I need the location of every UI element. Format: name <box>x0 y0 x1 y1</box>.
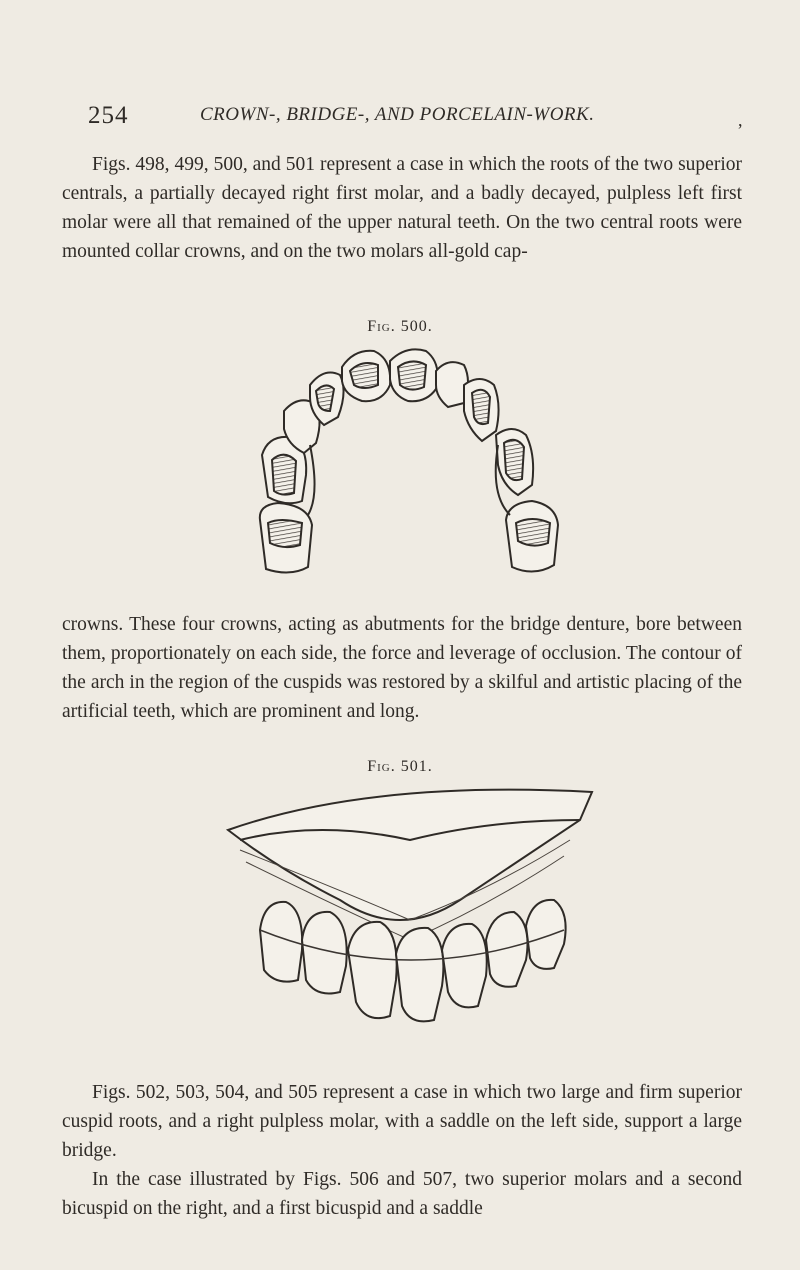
paragraph-abutments: crowns. These four crowns, acting as abutments for the bridge denture, bore between them, proportionately on each side, the force and leverage of occlusion. The contour of the arch in the region of the cuspids was restored by a skilful and artistic placing of the artificial teeth, which are prominent and long. <box>62 614 742 722</box>
page-number: 254 <box>88 102 129 129</box>
paragraph-figs-502-505: Figs. 502, 503, 504, and 505 represent a case in which two large and firm superior cuspid roots, and a right pulpless molar, with a saddle on the left side, support a large bridge. <box>62 1082 742 1161</box>
running-title: CROWN-, BRIDGE-, AND PORCELAIN-WORK. <box>200 104 595 125</box>
figure-501-bridge-illustration <box>220 780 600 1030</box>
margin-mark: , <box>738 110 743 130</box>
running-head <box>88 100 728 134</box>
paragraph-figs-498-501: Figs. 498, 499, 500, and 501 represent a case in which the roots of the two superior centrals, a partially decayed right first molar, and a badly decayed, pulpless left first molar were all that remained of the upper natural teeth. On the two central roots were mounted collar crowns, and on the two molars all-gold cap- <box>62 154 742 262</box>
figure-501-caption: Fig. 501. <box>367 758 433 775</box>
figure-500-caption: Fig. 500. <box>367 318 433 335</box>
paragraph-figs-506-507: In the case illustrated by Figs. 506 and 507, two superior molars and a second bicuspid on the right, and a first bicuspid and a saddle <box>62 1169 742 1219</box>
figure-500-dental-arch-illustration <box>250 345 570 585</box>
